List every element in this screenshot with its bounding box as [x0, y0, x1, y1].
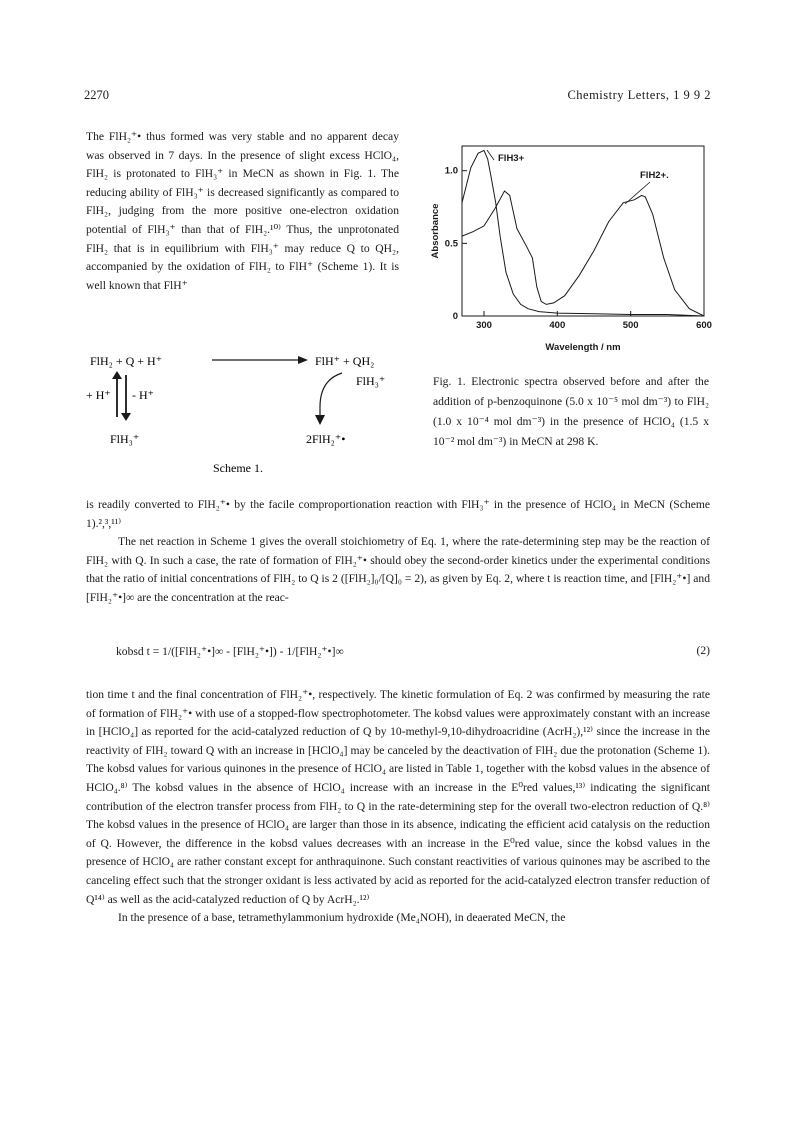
y-axis-label: Absorbance	[430, 203, 441, 259]
scheme-forward-arrowhead	[298, 356, 308, 364]
label-leader-flh3	[487, 150, 494, 160]
paragraph-1: The FlH₂⁺• thus formed was very stable and no apparent decay was observed in 7 days. In the presence of slight excess HClO₄, FlH₂ is protonated to FlH₃⁺ in MeCN as shown in Fig. 1. The reducing ability of FlH₃⁺ is decreased significantly as compared to FlH₂, judging from the more positive one-electron oxidation potential of FlH₃⁺ than that of FlH₂.¹⁰⁾ Thus, the unprotonated FlH₂ that is in equilibrium with FlH₃⁺ may reduce Q to QH₂, accompanied by the oxidation of FlH₂ to FlH⁺ (Scheme 1). It is well known that FlH⁺	[86, 130, 399, 292]
label-leader-flh2	[625, 182, 650, 204]
scheme-product: 2FlH₂⁺•	[306, 432, 346, 446]
paragraph-3: The net reaction in Scheme 1 gives the overall stoichiometry of Eq. 1, where the rate-determining step may be the reaction of FlH₂ with Q. In such a case, the rate of formation of FlH₂⁺• should obey the second-order kinetics under the experimental conditions that the ratio of initial concentrations of FlH₂ to Q is 2 ([FlH₂]₀/[Q]₀ = 2), as given by Eq. 2, where t is reaction time, and [FlH₂⁺•] and [FlH₂⁺•]∞ are the concentration at the reac-	[86, 535, 710, 604]
series-label-flh3: FlH3+	[498, 153, 525, 164]
scheme-curved-arrow	[320, 373, 342, 417]
x-axis-label: Wavelength / nm	[545, 342, 621, 353]
paragraph-5: In the presence of a base, tetramethylammonium hydroxide (Me₄NOH), in deaerated MeCN, the	[118, 911, 566, 925]
x-tick-label: 600	[696, 320, 712, 331]
figure-1-chart	[420, 138, 720, 358]
y-tick-label: 0.5	[444, 238, 458, 250]
y-ticks	[445, 166, 467, 322]
scheme-down-arrowhead	[121, 413, 131, 421]
x-tick-label: 300	[476, 320, 492, 331]
page-number: 2270	[84, 88, 109, 102]
scheme-up-arrowhead	[112, 371, 122, 379]
figure-1-caption: Fig. 1. Electronic spectra observed before and after the addition of p-benzoquinone (5.0 x 10⁻⁵ mol dm⁻³) to FlH₂ (1.0 x 10⁻⁴ mol dm⁻³) in the presence of HClO₄ (1.5 x 10⁻² mol dm⁻³) in MeCN at 298 K.	[433, 375, 709, 448]
series-label-flh2: FlH2+.	[640, 170, 669, 181]
full-text-block-2	[86, 686, 710, 928]
scheme-right-products: FlH⁺ + QH₂	[315, 354, 375, 368]
scheme-1	[80, 345, 420, 480]
spectrum-line-2	[462, 191, 704, 316]
journal-name: Chemistry Letters, 1 9 9 2	[567, 88, 711, 102]
equation-2	[116, 644, 710, 658]
scheme-caption: Scheme 1.	[213, 461, 263, 475]
paragraph-4: tion time t and the final concentration of FlH₂⁺•, respectively. The kinetic formulation of Eq. 2 was confirmed by measuring the rate of formation of FlH₂⁺• with use of a stopped-flow spectrophotometer. The kobsd values were approximately constant with an increase in [HClO₄] as reported for the acid-catalyzed reduction of Q by 10-methyl-9,10-dihydroacridine (AcrH₂),¹²⁾ since the increase in the reactivity of FlH₂ toward Q with an increase in [HClO₄] may be canceled by the deactivation of FlH₂ due the protonation (Scheme 1). The kobsd values for various quinones in the presence of HClO₄ are listed in Table 1, together with the kobsd values in the absence of HClO₄.⁸⁾ The kobsd values in the absence of HClO₄ increase with an increase in the E⁰red values,¹³⁾ indicating the significant contribution of the electron transfer process from FlH₂ to Q in the rate-determining step for the overall two-electron reduction of Q.⁸⁾ The kobsd values in the presence of HClO₄ are larger than those in its absence, indicating the efficient acid catalysis on the reduction of Q. However, the difference in the kobsd values decreases with an increase in the E⁰red value, since the kobsd values in the presence of HClO₄ are rather constant except for anthraquinone. Such constant reactivities of various quinones may be ascribed to the canceling effect such that the stronger oxidant is less activated by acid as reported for the acid-catalyzed electron transfer reduction of Q¹⁴⁾ as well as the acid-catalyzed reduction of Q by AcrH₂.¹²⁾	[86, 688, 710, 906]
full-text-block-1	[86, 496, 710, 608]
scheme-curved-arrowhead	[315, 415, 325, 425]
equation-body: kobsd t = 1/([FlH₂⁺•]∞ - [FlH₂⁺•]) - 1/[FlH₂⁺•]∞	[116, 645, 344, 658]
left-column-text	[86, 128, 399, 295]
x-tick-label: 400	[549, 320, 566, 331]
scheme-left-reactants: FlH₂ + Q + H⁺	[90, 354, 163, 368]
scheme-flh3-right: FlH₃⁺	[356, 374, 386, 388]
y-tick-label: 0	[452, 311, 458, 322]
scheme-plus-h: + H⁺	[86, 388, 111, 402]
x-tick-label: 500	[622, 320, 639, 331]
paragraph-2: is readily converted to FlH₂⁺• by the facile comproportionation reaction with FlH₃⁺ in the presence of HClO₄ in MeCN (Scheme 1).²,³,¹¹⁾	[86, 498, 710, 530]
equation-number: (2)	[696, 644, 710, 657]
scheme-flh3: FlH₃⁺	[110, 432, 140, 446]
y-tick-label: 1.0	[444, 165, 458, 177]
scheme-minus-h: - H⁺	[132, 388, 154, 402]
